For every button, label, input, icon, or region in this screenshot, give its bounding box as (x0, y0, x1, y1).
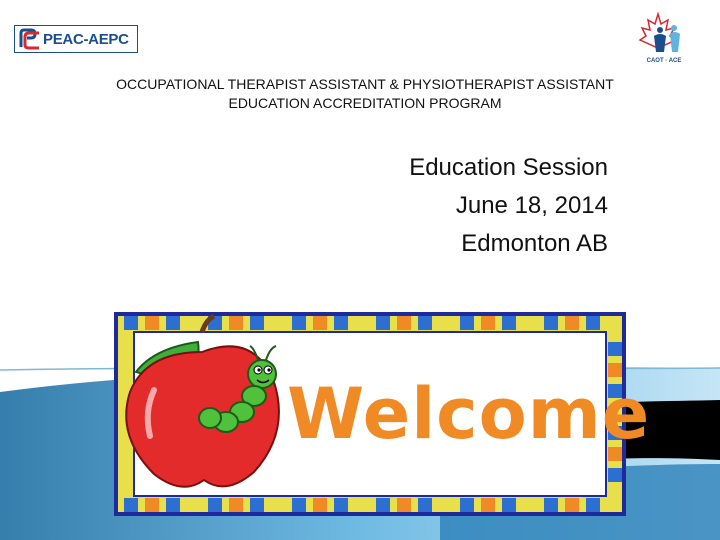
header-line-2: EDUCATION ACCREDITATION PROGRAM (228, 95, 502, 111)
peac-aepc-logo (14, 25, 138, 53)
caot-logo-text: CAOT · ACE (646, 58, 682, 64)
peac-logo-mark-icon (18, 27, 42, 51)
session-title: Education Session (409, 154, 608, 181)
session-location: Edmonton AB (461, 230, 608, 257)
session-info (409, 149, 608, 263)
logo-text: PEAC-AEPC (43, 30, 129, 48)
welcome-text: Welcome (287, 373, 651, 455)
program-header (40, 75, 690, 113)
session-date: June 18, 2014 (455, 192, 608, 219)
header-line-1: OCCUPATIONAL THERAPIST ASSISTANT & PHYSIOTHERAPIST ASSISTANT (116, 76, 614, 92)
